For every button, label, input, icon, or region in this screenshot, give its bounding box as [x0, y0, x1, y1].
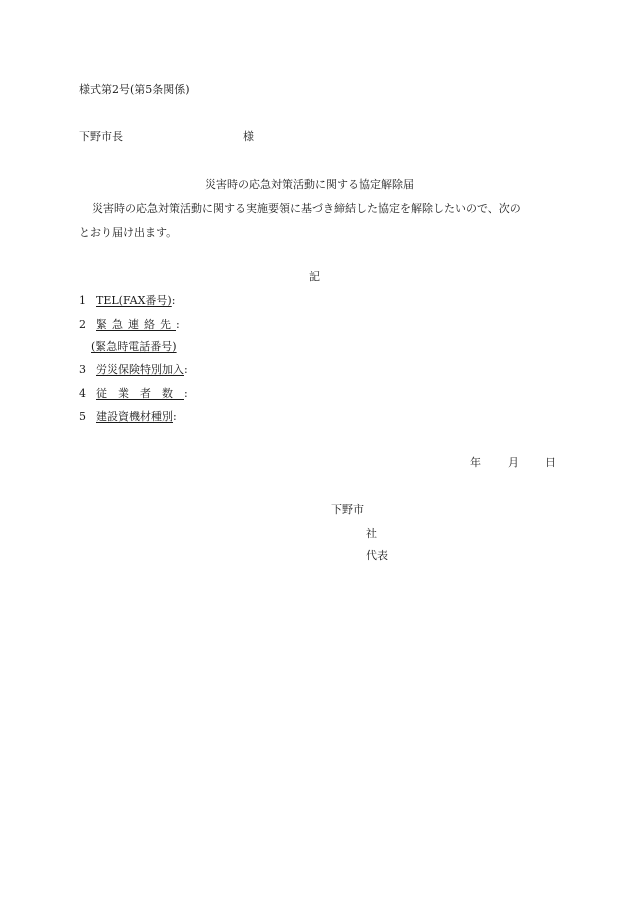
date-year: 年 — [470, 456, 481, 469]
item-colon: : — [176, 318, 180, 331]
signature-company: 社 — [366, 527, 377, 540]
ki-heading: 記 — [309, 270, 320, 283]
item-number: 2 — [79, 318, 86, 331]
list-item-emergency-contact — [79, 318, 180, 332]
list-item-workers-insurance — [79, 363, 188, 377]
date-day: 日 — [545, 456, 556, 469]
item-colon: : — [184, 363, 188, 376]
date-line — [470, 456, 556, 470]
addressee-honorific: 様 — [243, 130, 254, 143]
list-item-emergency-contact-sub — [91, 340, 177, 354]
form-number: 様式第2号(第5条関係) — [79, 83, 190, 96]
item-label: 従業者数 — [96, 387, 184, 400]
item-colon: : — [173, 410, 177, 423]
signature-representative: 代表 — [366, 549, 388, 562]
item-colon: : — [184, 387, 188, 400]
document-title: 災害時の応急対策活動に関する協定解除届 — [205, 178, 414, 191]
item-number: 5 — [79, 410, 86, 423]
signature-city: 下野市 — [331, 503, 364, 516]
item-label: TEL(FAX番号) — [96, 294, 172, 307]
item-number: 3 — [79, 363, 86, 376]
list-item-equipment-type — [79, 410, 177, 424]
addressee-name: 下野市長 — [79, 130, 123, 143]
item-label: 建設資機材種別 — [96, 410, 173, 423]
item-label: 緊急連絡先 — [96, 318, 176, 331]
item-number: 1 — [79, 294, 86, 307]
item-number: 4 — [79, 387, 86, 400]
item-sublabel: (緊急時電話番号) — [91, 340, 177, 353]
body-text-line-1: 災害時の応急対策活動に関する実施要領に基づき締結した協定を解除したいので、次の — [92, 202, 521, 215]
date-month: 月 — [508, 456, 519, 469]
list-item-tel — [79, 294, 175, 308]
body-text-line-2: とおり届け出ます。 — [79, 226, 178, 239]
list-item-employee-count — [79, 387, 188, 401]
item-colon: : — [171, 294, 176, 307]
item-label: 労災保険特別加入 — [96, 363, 184, 376]
